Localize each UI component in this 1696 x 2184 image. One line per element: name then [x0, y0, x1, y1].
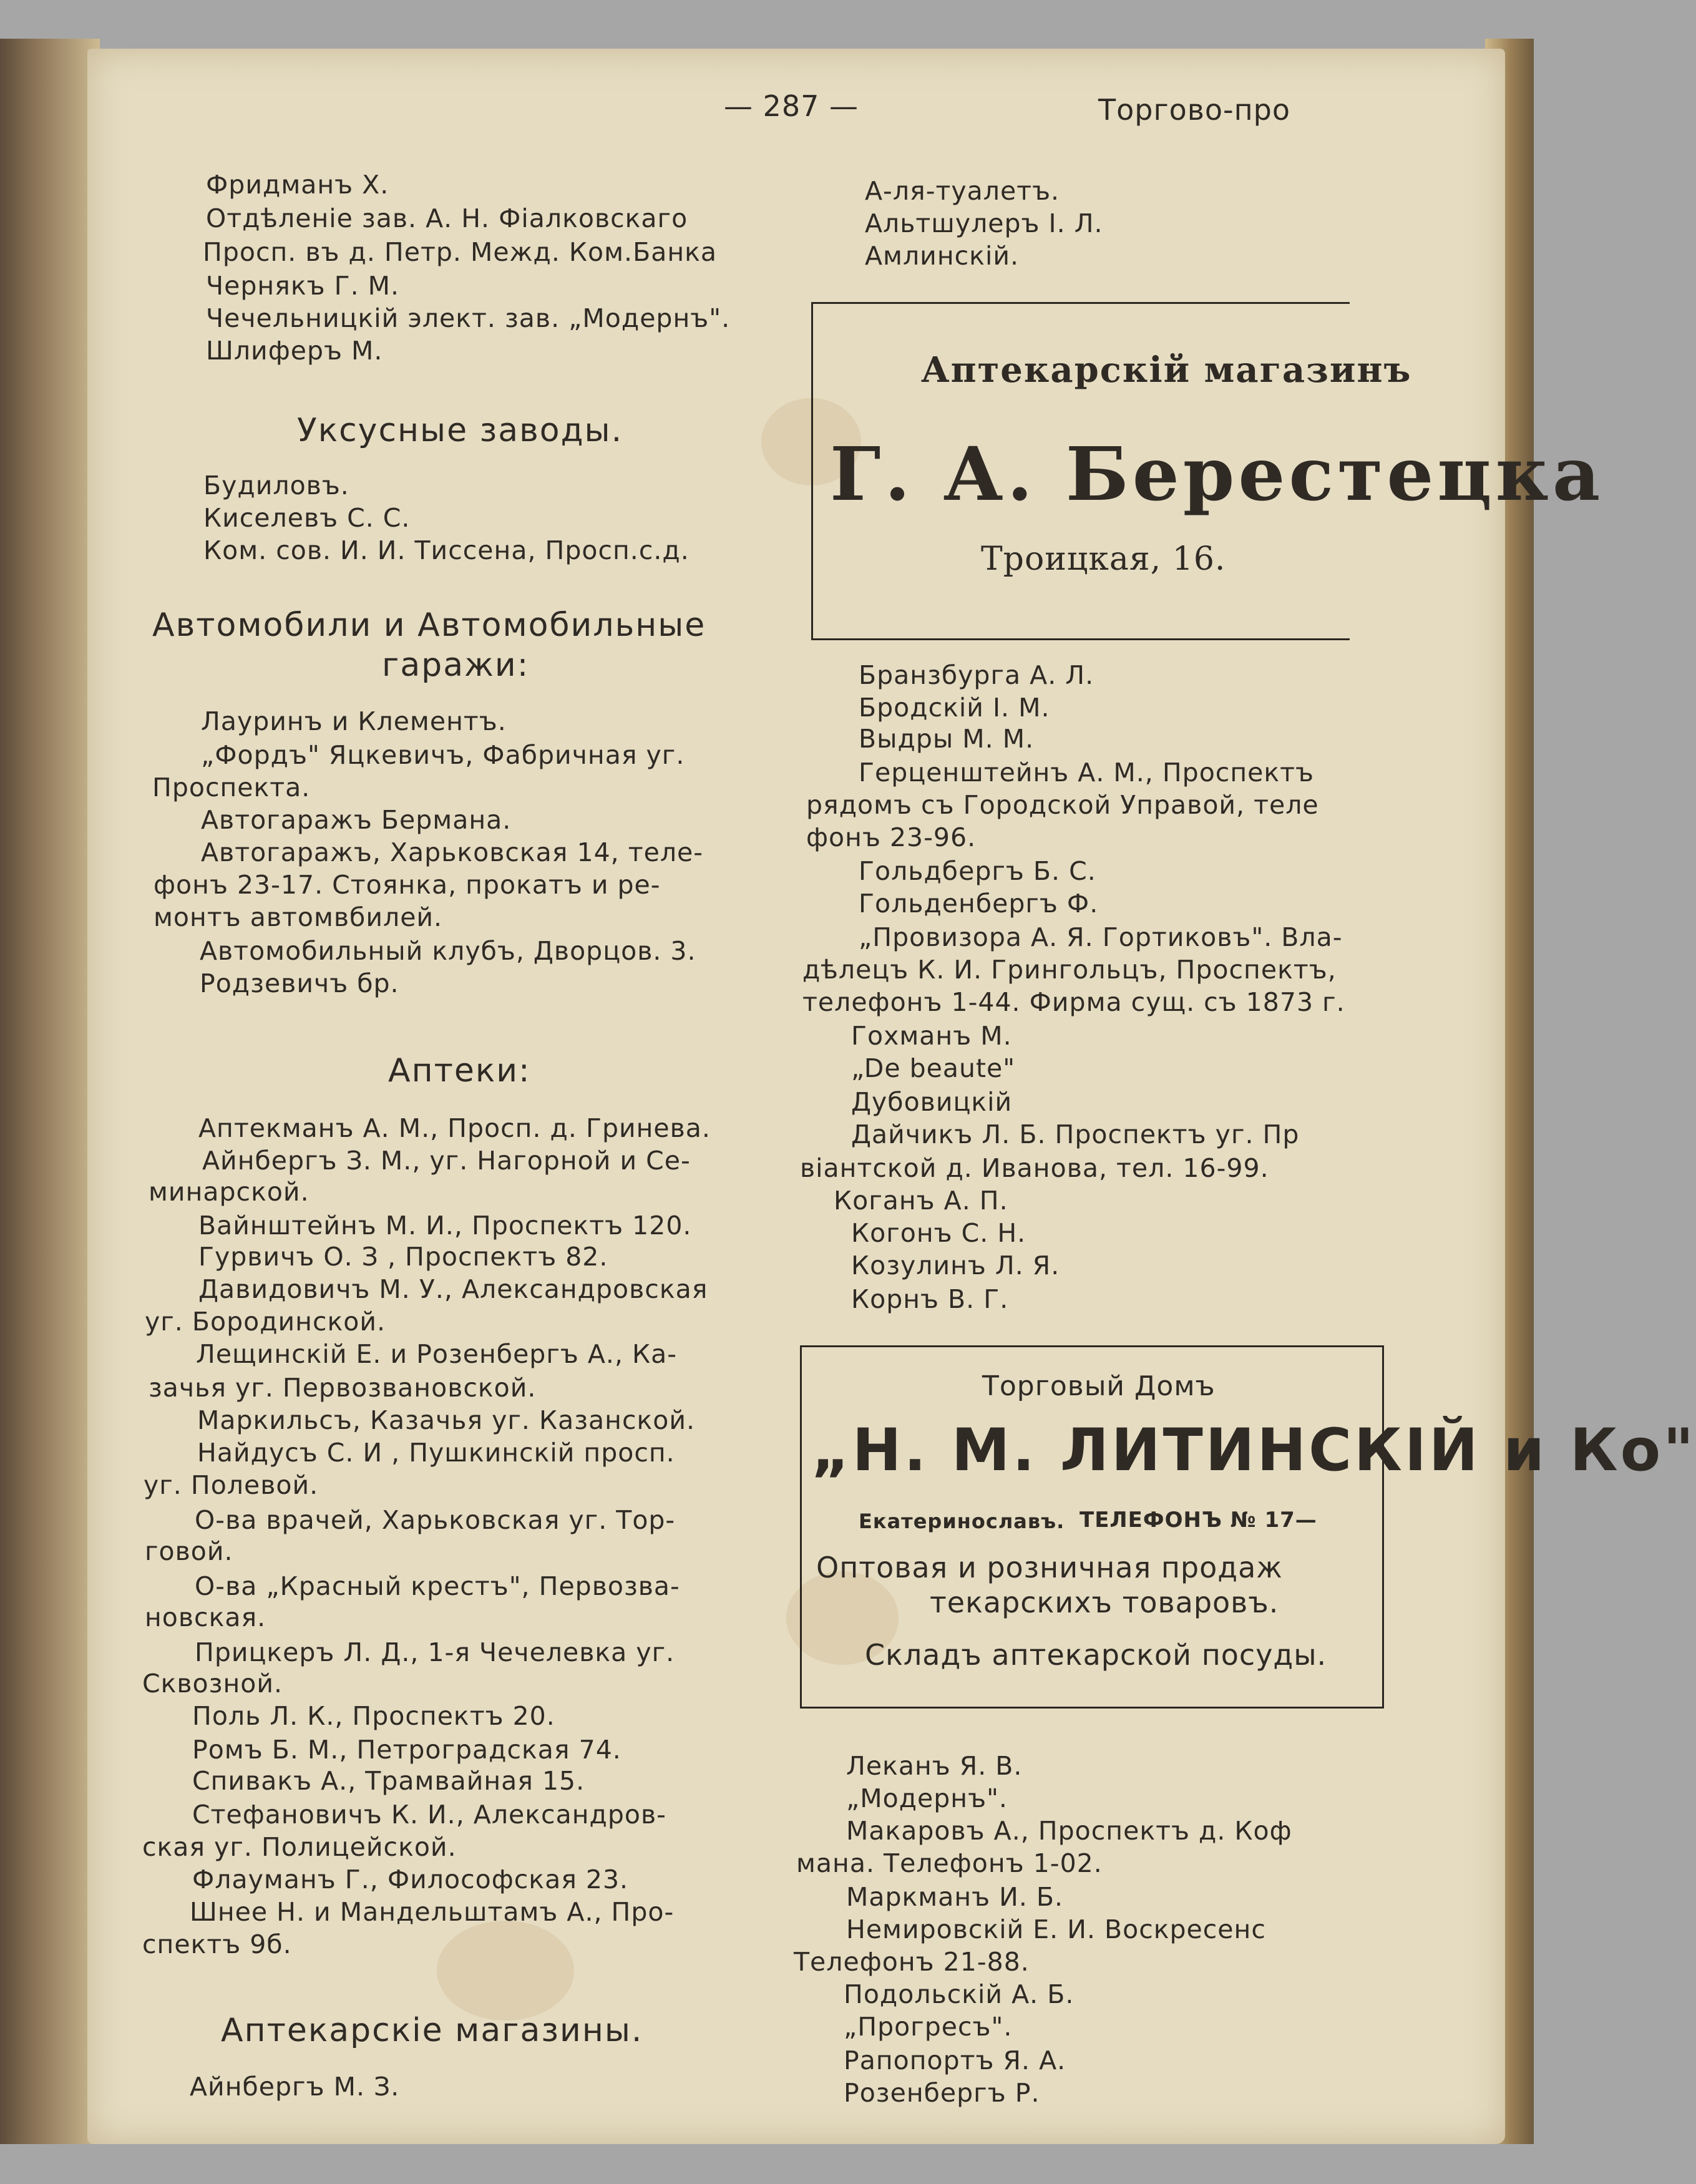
list-item: Вайнштейнъ М. И., Проспектъ 120.: [198, 1211, 692, 1241]
list-item: Гольденбергъ Ф.: [859, 889, 1099, 919]
list-item: Родзевичъ бр.: [200, 968, 399, 998]
list-item: Автогаражъ, Харьковская 14, теле-: [201, 837, 704, 867]
list-item: Стефановичъ К. И., Александров-: [192, 1800, 666, 1830]
list-item: Выдры М. М.: [859, 724, 1035, 754]
list-item: „Модернъ".: [846, 1783, 1008, 1813]
list-item: Отдѣленіе зав. А. Н. Фіалковскаго: [206, 203, 688, 233]
list-item: Гохманъ М.: [851, 1021, 1012, 1051]
list-item: Розенбергъ Р.: [844, 2078, 1040, 2108]
list-item: Корнъ В. Г.: [851, 1284, 1009, 1314]
list-item: Лещинскій Е. и Розенбергъ А., Ка-: [196, 1339, 678, 1369]
list-item: Проспекта.: [152, 773, 311, 802]
list-item: Шнее Н. и Мандельштамъ А., Про-: [190, 1897, 675, 1927]
list-item: Амлинскій.: [865, 241, 1020, 271]
list-item: Гольдбергъ Б. С.: [859, 856, 1096, 886]
list-item: Шлиферъ М.: [206, 336, 383, 366]
list-item: віантской д. Иванова, тел. 16-99.: [800, 1153, 1269, 1183]
ad-heading: Аптекарскій магазинъ: [921, 349, 1412, 391]
ad-city: Екатеринославъ.: [859, 1509, 1065, 1533]
ad-phone: ТЕЛЕФОНЪ № 17—: [1079, 1508, 1317, 1533]
list-item: Коганъ А. П.: [834, 1186, 1008, 1216]
ad-merchant-name: Г. А. Берестецка: [830, 431, 1604, 517]
list-item: рядомъ съ Городской Управой, теле: [806, 790, 1319, 820]
section-heading-auto-2: гаражи:: [382, 646, 530, 684]
book-spine-edge: [0, 39, 100, 2144]
ad-text: Складъ аптекарской посуды.: [865, 1638, 1327, 1672]
list-item: Гурвичъ О. З , Проспектъ 82.: [198, 1242, 608, 1272]
list-item: Чечельницкій элект. зав. „Модернъ".: [206, 303, 731, 333]
list-item: „Провизора А. Я. Гортиковъ". Вла-: [859, 922, 1343, 952]
list-item: Телефонъ 21-88.: [794, 1947, 1030, 1977]
list-item: Герценштейнъ А. М., Проспектъ: [859, 758, 1314, 787]
list-item: „Фордъ" Яцкевичъ, Фабричная уг.: [201, 740, 685, 770]
ad-heading: Торговый Домъ: [982, 1370, 1216, 1402]
stain: [437, 1921, 574, 2021]
list-item: Аптекманъ А. М., Просп. д. Гринева.: [198, 1113, 711, 1143]
list-item: О-ва „Красный крестъ", Первозва-: [195, 1571, 680, 1601]
list-item: Прицкеръ Л. Д., 1-я Чечелевка уг.: [195, 1637, 675, 1667]
list-item: Флауманъ Г., Философская 23.: [192, 1865, 629, 1894]
list-item: Дубовицкій: [851, 1087, 1013, 1117]
list-item: ская уг. Полицейской.: [142, 1832, 457, 1862]
ad-text: текарскихъ товаровъ.: [930, 1586, 1279, 1619]
list-item: „Прогресъ".: [844, 2012, 1013, 2042]
list-item: Спивакъ А., Трамвайная 15.: [192, 1766, 585, 1796]
list-item: спектъ 9б.: [142, 1929, 292, 1959]
list-item: Леканъ Я. В.: [846, 1751, 1023, 1781]
list-item: уг. Бородинской.: [145, 1307, 386, 1337]
list-item: Айнбергъ М. З.: [190, 2072, 400, 2102]
section-heading-auto: Автомобили и Автомобильные: [152, 607, 706, 644]
list-item: Маркильсъ, Казачья уг. Казанской.: [197, 1405, 696, 1435]
list-item: Сквозной.: [142, 1669, 283, 1699]
page-number: — 287 —: [724, 89, 859, 123]
list-item: зачья уг. Первозвановской.: [149, 1373, 537, 1403]
list-item: фонъ 23-96.: [806, 822, 977, 852]
section-heading-pharmacy-shops: Аптекарскіе магазины.: [221, 2012, 643, 2049]
section-heading-pharmacies: Аптеки:: [388, 1052, 531, 1090]
list-item: „De beaute": [851, 1053, 1016, 1083]
list-item: Ромъ Б. М., Петроградская 74.: [192, 1735, 621, 1765]
list-item: Ком. сов. И. И. Тиссена, Просп.с.д.: [203, 535, 690, 565]
list-item: А-ля-туалетъ.: [865, 176, 1060, 206]
list-item: Автогаражъ Бермана.: [201, 805, 512, 835]
list-item: минарской.: [149, 1177, 309, 1207]
list-item: Будиловъ.: [203, 470, 349, 500]
ad-address: Троицкая, 16.: [981, 540, 1226, 578]
list-item: фонъ 23-17. Стоянка, прокатъ и ре-: [154, 870, 661, 900]
list-item: Немировскій Е. И. Воскресенс: [846, 1914, 1266, 1944]
list-item: Киселевъ С. С.: [203, 503, 411, 533]
list-item: Дайчикъ Л. Б. Проспектъ уг. Пр: [851, 1119, 1300, 1149]
list-item: телефонъ 1-44. Фирма сущ. съ 1873 г.: [802, 987, 1345, 1017]
list-item: Рапопортъ Я. А.: [844, 2045, 1066, 2075]
list-item: Фридманъ Х.: [206, 170, 389, 200]
list-item: Бранзбурга А. Л.: [859, 660, 1094, 690]
ad-merchant-name: „Н. М. ЛИТИНСКІЙ и Ко": [811, 1416, 1696, 1484]
list-item: дѣлецъ К. И. Грингольцъ, Проспектъ,: [802, 955, 1337, 985]
list-item: Альтшулеръ І. Л.: [865, 208, 1103, 238]
list-item: Айнбергъ З. М., уг. Нагорной и Се-: [202, 1146, 691, 1176]
list-item: монтъ автомвбилей.: [154, 902, 443, 932]
list-item: Автомобильный клубъ, Дворцов. 3.: [200, 936, 696, 966]
list-item: О-ва врачей, Харьковская уг. Тор-: [195, 1505, 676, 1535]
ad-text: Оптовая и розничная продаж: [816, 1551, 1283, 1584]
list-item: Маркманъ И. Б.: [846, 1882, 1064, 1912]
list-item: Козулинъ Л. Я.: [851, 1250, 1060, 1280]
running-head: Торгово-про: [1098, 93, 1291, 127]
list-item: говой.: [145, 1536, 233, 1566]
list-item: новская.: [145, 1602, 266, 1632]
list-item: Когонъ С. Н.: [851, 1218, 1026, 1248]
list-item: Чернякъ Г. М.: [206, 271, 400, 301]
list-item: Поль Л. К., Проспектъ 20.: [192, 1701, 555, 1731]
list-item: Давидовичъ М. У., Александровская: [198, 1274, 708, 1304]
list-item: мана. Телефонъ 1-02.: [796, 1848, 1103, 1878]
list-item: уг. Полевой.: [144, 1470, 319, 1500]
list-item: Найдусъ С. И , Пушкинскій просп.: [197, 1438, 675, 1468]
list-item: Подольскій А. Б.: [844, 1979, 1075, 2009]
list-item: Просп. въ д. Петр. Межд. Ком.Банка: [203, 237, 718, 267]
list-item: Бродскій І. М.: [859, 693, 1050, 723]
section-heading-vinegar: Уксусные заводы.: [297, 412, 623, 449]
list-item: Макаровъ А., Проспектъ д. Коф: [846, 1816, 1292, 1846]
list-item: Лауринъ и Клементъ.: [201, 706, 507, 736]
